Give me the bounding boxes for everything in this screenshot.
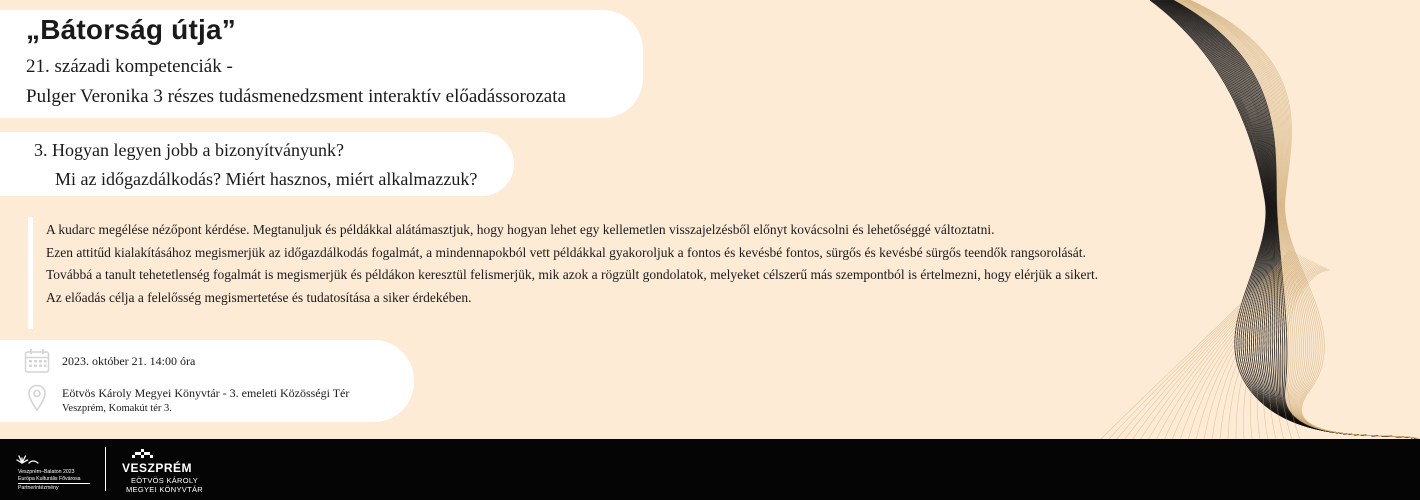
library-logo-text: MEGYEI KÖNYVTÁR	[126, 485, 204, 494]
footer-bar	[0, 439, 1420, 500]
ecoc-caption: Európa Kulturális Fővárosa	[18, 476, 81, 482]
event-date: 2023. október 21. 14:00 óra	[62, 354, 196, 368]
wave-line	[1186, 0, 1420, 440]
ecoc-caption: Veszprém–Balaton 2023	[18, 469, 75, 475]
wave-line	[1157, 0, 1420, 440]
description-paragraph: Ezen attitűd kialakításához megismerjük az időgazdálkodás fogalmát, a mindennapokból vett példákkal gyakoroljuk a fontos és kevésbé fontos, sürgős és kevésbé sürgős teendők rangsorolását. Továbbá a tanult tehetetlenség fogalmát is megismerjük és példákon keresztül felismerjük, mik azok a rögzült gondolatok, melyeket célszerű más szempontból is értelmezni, hogy elérjük a sikert.	[46, 244, 1099, 282]
event-address: Veszprém, Komakút tér 3.	[62, 403, 172, 414]
ecoc-rule	[18, 483, 90, 484]
event-venue: Eötvös Károly Megyei Könyvtár - 3. emeleti Közösségi Tér	[62, 386, 350, 400]
lecture-question: 3. Hogyan legyen jobb a bizonyítványunk?	[34, 140, 344, 160]
wave-line	[1155, 0, 1420, 440]
library-logo-text: VESZPRÉM	[122, 461, 193, 475]
library-logo-text: EÖTVÖS KÁROLY	[131, 476, 199, 485]
location-pin-icon	[27, 384, 47, 412]
wave-line	[1173, 0, 1420, 440]
ecoc-logo	[16, 450, 42, 466]
footer-divider	[105, 447, 106, 491]
calendar-icon	[24, 348, 50, 374]
wave-line	[1158, 0, 1420, 440]
wave-line	[1188, 0, 1420, 440]
wave-line	[1156, 0, 1420, 440]
description	[46, 219, 1106, 309]
subtitle-series: 21. századi kompetenciák -	[26, 56, 233, 77]
wave-line	[1124, 252, 1295, 440]
description-paragraph: Az előadás célja a felelősség megismertetése és tudatosítása a siker érdekében.	[46, 289, 472, 305]
subtitle-author: Pulger Veronika 3 részes tudásmenedzsment interaktív előadássorozata	[26, 86, 566, 107]
wave-line	[1166, 0, 1420, 440]
description-accent-bar	[28, 217, 33, 329]
description-paragraph: A kudarc megélése nézőpont kérdése. Megtanuljuk és példákkal alátámasztjuk, hogy hogyan lehet egy kellemetlen visszajelzésből előnyt kovácsolni és lehetőséggé változtatni.	[46, 222, 995, 237]
ecoc-caption: Partnerintézmény	[18, 485, 59, 491]
wave-line	[1154, 0, 1420, 440]
wave-line	[1165, 0, 1420, 440]
wave-line	[1180, 0, 1420, 440]
veszprem-library-logo	[131, 449, 155, 460]
wave-line	[1161, 0, 1420, 440]
lecture-subquestion: Mi az időgazdálkodás? Miért hasznos, miért alkalmazzuk?	[55, 169, 478, 189]
page-title: „Bátorság útja”	[26, 14, 236, 45]
wave-line	[1176, 0, 1420, 440]
wave-line	[1169, 0, 1420, 440]
wave-line	[1170, 0, 1420, 440]
